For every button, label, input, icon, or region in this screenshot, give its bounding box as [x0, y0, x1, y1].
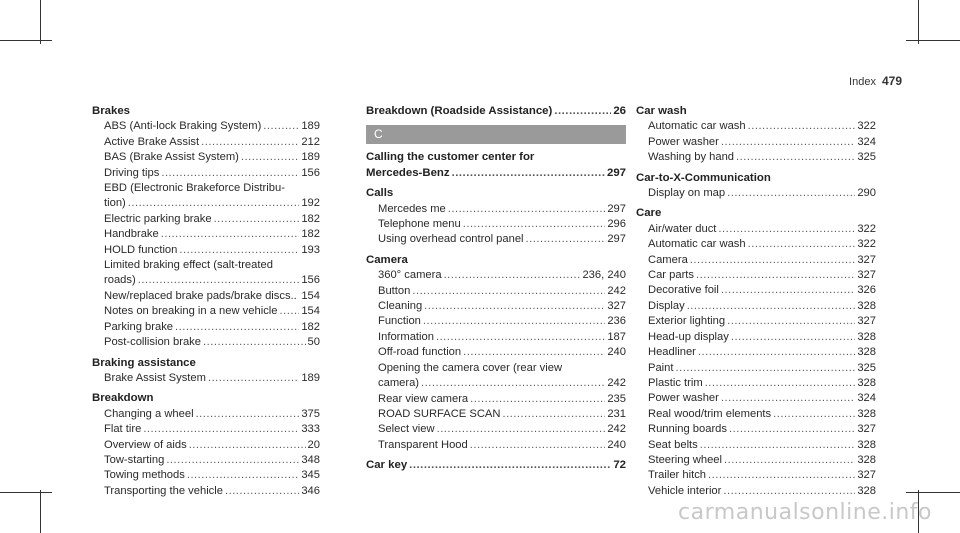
- index-entry[interactable]: [92, 166, 320, 181]
- entry-text: New/replaced brake pads/brake discs..: [104, 289, 297, 302]
- entry-text: Washing by hand: [648, 151, 735, 164]
- index-entry[interactable]: [636, 268, 876, 283]
- dot-leader: [727, 314, 855, 329]
- entry-text: Rear view camera: [378, 392, 469, 405]
- dot-leader: [463, 345, 605, 360]
- page-reference[interactable]: 236, 240: [582, 269, 626, 282]
- entry-text: Display: [648, 299, 685, 312]
- entry-text: Running boards: [648, 423, 727, 436]
- dot-leader: [687, 299, 856, 314]
- page-reference[interactable]: 189: [301, 371, 320, 384]
- entry-text: Calls: [366, 187, 394, 200]
- page-reference[interactable]: 156: [301, 166, 320, 179]
- dot-leader: [705, 376, 856, 391]
- dot-leader: [721, 135, 855, 150]
- index-entry[interactable]: [636, 361, 876, 376]
- dot-leader: [470, 392, 605, 407]
- crop-mark-top-left-h: [0, 40, 52, 41]
- page-reference[interactable]: 154: [301, 289, 320, 302]
- page-reference[interactable]: 327: [607, 300, 626, 313]
- index-entry[interactable]: [92, 150, 320, 165]
- entry-text: Steering wheel: [648, 453, 723, 466]
- page-reference[interactable]: 324: [857, 135, 876, 148]
- entry-text: Active Brake Assist: [104, 135, 200, 148]
- index-entry[interactable]: [92, 468, 320, 483]
- dot-leader: [437, 422, 606, 437]
- index-entry[interactable]: [636, 253, 876, 268]
- entry-text: Button: [378, 284, 411, 297]
- entry-text: camera): [378, 377, 420, 390]
- dot-leader: [409, 458, 611, 473]
- entry-text: Breakdown: [92, 392, 154, 405]
- page-reference[interactable]: 240: [607, 438, 626, 451]
- index-entry[interactable]: [92, 304, 320, 319]
- page-reference[interactable]: 189: [301, 120, 320, 133]
- entry-text: Transparent Hood: [378, 438, 468, 451]
- entry-text: Power washer: [648, 392, 719, 405]
- dot-leader: [452, 166, 605, 181]
- page-reference[interactable]: 326: [857, 284, 876, 297]
- index-entry[interactable]: [92, 320, 320, 335]
- dot-leader: [241, 150, 299, 165]
- dot-leader: [424, 299, 605, 314]
- entry-text: BAS (Brake Assist System): [104, 151, 239, 164]
- index-entry[interactable]: [366, 232, 626, 247]
- index-entry[interactable]: [92, 371, 320, 386]
- index-entry[interactable]: [636, 222, 876, 237]
- index-heading: [366, 150, 626, 165]
- index-entry[interactable]: [366, 217, 626, 232]
- entry-text: Car wash: [636, 105, 687, 117]
- dot-leader: [721, 283, 855, 298]
- crop-mark-top-right-h: [906, 40, 960, 41]
- index-entry[interactable]: [92, 484, 320, 499]
- dot-leader: [189, 438, 306, 453]
- page-reference[interactable]: 242: [607, 377, 626, 390]
- page-reference[interactable]: 231: [607, 407, 626, 420]
- entry-text: roads): [104, 274, 136, 287]
- entry-text: Using overhead control panel: [378, 233, 524, 246]
- entry-text: Plastic trim: [648, 376, 703, 389]
- index-entry[interactable]: [92, 119, 320, 134]
- entry-text: Handbrake: [104, 228, 159, 241]
- index-heading: [92, 356, 320, 371]
- index-entry[interactable]: [366, 314, 626, 329]
- index-entry[interactable]: [636, 468, 876, 483]
- page-reference[interactable]: 235: [607, 392, 626, 405]
- entry-text: Brakes: [92, 105, 130, 117]
- index-entry[interactable]: [92, 453, 320, 468]
- index-entry[interactable]: [636, 453, 876, 468]
- index-entry-continued: [92, 181, 320, 196]
- index-entry[interactable]: [636, 283, 876, 298]
- entry-text: ABS (Anti-lock Braking System): [104, 120, 262, 133]
- index-entry[interactable]: [366, 299, 626, 314]
- page-reference[interactable]: 297: [607, 233, 626, 246]
- dot-leader: [718, 222, 855, 237]
- dot-leader: [773, 407, 855, 422]
- entry-text: Off-road function: [378, 346, 462, 359]
- entry-text: Flat tire: [104, 423, 142, 436]
- entry-text: Display on map: [648, 187, 726, 200]
- entry-text: EBD (Electronic Brakeforce Distribu-: [104, 182, 285, 195]
- index-column-3: [636, 104, 876, 499]
- index-entry[interactable]: [636, 330, 876, 345]
- crop-mark-top-left-v: [40, 0, 41, 44]
- page-reference[interactable]: 328: [857, 453, 876, 466]
- entry-text: Camera: [366, 253, 408, 266]
- page-reference[interactable]: 187: [607, 330, 626, 343]
- dot-leader: [748, 237, 856, 252]
- index-entry[interactable]: [636, 484, 876, 499]
- entry-text: Opening the camera cover (rear view: [378, 361, 563, 374]
- entry-text: Head-up display: [648, 330, 729, 343]
- index-entry[interactable]: [92, 289, 320, 304]
- entry-text: Parking brake: [104, 320, 174, 333]
- entry-text: Breakdown (Roadside Assistance): [366, 105, 553, 117]
- index-entry[interactable]: [92, 438, 320, 453]
- index-entry[interactable]: [366, 392, 626, 407]
- dot-leader: [128, 196, 300, 211]
- page-reference[interactable]: 328: [857, 346, 876, 359]
- index-entry[interactable]: [636, 391, 876, 406]
- entry-text: Towing methods: [104, 469, 185, 482]
- entry-text: ROAD SURFACE SCAN: [378, 407, 501, 420]
- dot-leader: [724, 453, 855, 468]
- page-reference[interactable]: 242: [607, 284, 626, 297]
- watermark: carmanualsonline.info: [678, 500, 932, 525]
- dot-leader: [676, 361, 856, 376]
- index-heading: [366, 253, 626, 268]
- crop-mark-bottom-right-h: [906, 492, 960, 493]
- index-entry[interactable]: [366, 407, 626, 422]
- index-entry[interactable]: [636, 150, 876, 165]
- entry-text: Car-to-X-Communication: [636, 171, 771, 184]
- index-heading: [92, 391, 320, 406]
- index-entry[interactable]: [636, 376, 876, 391]
- index-entry[interactable]: [636, 299, 876, 314]
- index-column-1: [92, 104, 320, 499]
- page-reference[interactable]: 325: [857, 361, 876, 374]
- dot-leader: [203, 335, 306, 350]
- dot-leader: [263, 119, 299, 134]
- dot-leader: [214, 212, 300, 227]
- dot-leader: [700, 438, 856, 453]
- entry-text: Changing a wheel: [104, 407, 194, 420]
- page-reference[interactable]: 328: [857, 376, 876, 389]
- entry-text: Limited braking effect (salt-treated: [104, 259, 273, 272]
- page-reference[interactable]: 72: [613, 459, 626, 472]
- dot-leader: [748, 119, 856, 134]
- index-heading: [366, 186, 626, 201]
- page-reference[interactable]: 328: [857, 484, 876, 497]
- dot-leader: [208, 371, 299, 386]
- page-reference[interactable]: 182: [301, 212, 320, 225]
- index-heading: [636, 206, 876, 221]
- entry-text: Exterior lighting: [648, 315, 726, 328]
- entry-text: Select view: [378, 423, 435, 436]
- page-number: 479: [881, 74, 902, 88]
- entry-text: Post-collision brake: [104, 336, 202, 349]
- entry-text: Real wood/trim elements: [648, 407, 772, 420]
- index-entry[interactable]: [636, 135, 876, 150]
- page-reference[interactable]: 346: [301, 484, 320, 497]
- page-reference[interactable]: 236: [607, 315, 626, 328]
- page-reference[interactable]: 327: [857, 253, 876, 266]
- index-entry[interactable]: [366, 202, 626, 217]
- dot-leader: [727, 186, 855, 201]
- page-reference[interactable]: 322: [857, 238, 876, 251]
- page-reference[interactable]: 345: [301, 469, 320, 482]
- dot-leader: [690, 253, 856, 268]
- index-entry[interactable]: [636, 345, 876, 360]
- entry-text: Driving tips: [104, 166, 160, 179]
- page-reference[interactable]: 26: [613, 105, 626, 117]
- page-reference[interactable]: 325: [857, 151, 876, 164]
- dot-leader: [470, 438, 606, 453]
- page-reference[interactable]: 50: [307, 336, 320, 349]
- entry-text: Mercedes me: [378, 202, 446, 215]
- page-reference[interactable]: 328: [857, 438, 876, 451]
- dot-leader: [225, 484, 299, 499]
- page-reference[interactable]: 297: [606, 166, 626, 179]
- section-letter-bar: C: [366, 125, 626, 144]
- dot-leader: [179, 243, 299, 258]
- crop-mark-bottom-left-h: [0, 492, 52, 493]
- crop-mark-top-right-v: [918, 0, 919, 44]
- entry-text: HOLD function: [104, 243, 178, 256]
- entry-text: tion): [104, 197, 126, 210]
- page-reference[interactable]: 328: [857, 299, 876, 312]
- index-entry-continued: [366, 361, 626, 376]
- entry-text: Seat belts: [648, 438, 698, 451]
- index-entry[interactable]: [366, 438, 626, 453]
- index-entry[interactable]: [366, 422, 626, 437]
- dot-leader: [698, 345, 855, 360]
- dot-leader: [280, 304, 300, 319]
- page-reference[interactable]: 324: [857, 392, 876, 405]
- dot-leader: [138, 273, 300, 288]
- dot-leader: [736, 150, 855, 165]
- index-entry[interactable]: [92, 273, 320, 288]
- page-reference[interactable]: 328: [857, 407, 876, 420]
- page-reference[interactable]: 20: [307, 438, 320, 451]
- dot-leader: [421, 376, 605, 391]
- dot-leader: [187, 468, 299, 483]
- dot-leader: [731, 330, 855, 345]
- index-entry[interactable]: [636, 407, 876, 422]
- entry-text: Braking assistance: [92, 356, 196, 369]
- entry-text: Automatic car wash: [648, 120, 746, 133]
- dot-leader: [161, 227, 300, 242]
- entry-text: Electric parking brake: [104, 212, 212, 225]
- entry-text: Trailer hitch: [648, 469, 707, 482]
- page-reference[interactable]: 156: [301, 274, 320, 287]
- dot-leader: [448, 202, 606, 217]
- page-reference[interactable]: 240: [607, 346, 626, 359]
- entry-text: Automatic car wash: [648, 238, 746, 251]
- index-entry[interactable]: [366, 330, 626, 345]
- page-reference[interactable]: 212: [301, 135, 320, 148]
- index-entry[interactable]: [366, 345, 626, 360]
- index-entry[interactable]: [92, 422, 320, 437]
- entry-text: Cleaning: [378, 300, 423, 313]
- page-reference[interactable]: 182: [301, 228, 320, 241]
- page-reference[interactable]: 328: [857, 330, 876, 343]
- entry-text: Information: [378, 330, 434, 343]
- page-reference[interactable]: 375: [301, 407, 320, 420]
- entry-text: Decorative foil: [648, 284, 719, 297]
- page-reference[interactable]: 333: [301, 423, 320, 436]
- index-heading-entry[interactable]: [366, 166, 626, 181]
- page-reference[interactable]: 296: [607, 218, 626, 231]
- entry-text: Notes on breaking in a new vehicle: [104, 305, 278, 318]
- page-reference[interactable]: 327: [857, 315, 876, 328]
- index-entry[interactable]: [92, 135, 320, 150]
- index-entry[interactable]: [636, 237, 876, 252]
- index-entry[interactable]: [636, 119, 876, 134]
- page-reference[interactable]: 192: [301, 197, 320, 210]
- index-entry[interactable]: [366, 284, 626, 299]
- dot-leader: [708, 468, 855, 483]
- index-heading: [92, 104, 320, 119]
- page-reference[interactable]: 322: [857, 120, 876, 133]
- dot-leader: [436, 330, 605, 345]
- entry-text: Transporting the vehicle: [104, 484, 223, 497]
- page-reference[interactable]: 327: [857, 469, 876, 482]
- page-reference[interactable]: 297: [607, 202, 626, 215]
- index-entry[interactable]: [92, 227, 320, 242]
- entry-text: Camera: [648, 253, 688, 266]
- page-reference[interactable]: 154: [301, 305, 320, 318]
- entry-text: Mercedes-Benz: [366, 166, 450, 179]
- dot-leader: [166, 453, 299, 468]
- index-entry[interactable]: [636, 314, 876, 329]
- index-entry[interactable]: [92, 196, 320, 211]
- page-reference[interactable]: 348: [301, 453, 320, 466]
- entry-text: Vehicle interior: [648, 484, 722, 497]
- entry-text: Calling the customer center for: [366, 151, 535, 164]
- dot-leader: [526, 232, 606, 247]
- entry-text: Paint: [648, 361, 674, 374]
- dot-leader: [721, 391, 855, 406]
- dot-leader: [554, 104, 611, 119]
- dot-leader: [175, 320, 299, 335]
- page-reference[interactable]: 242: [607, 423, 626, 436]
- dot-leader: [696, 268, 855, 283]
- dot-leader: [423, 314, 605, 329]
- dot-leader: [161, 166, 299, 181]
- entry-text: Power washer: [648, 135, 719, 148]
- index-heading-entry[interactable]: [366, 104, 626, 119]
- page-reference[interactable]: 189: [301, 151, 320, 164]
- dot-leader: [196, 407, 300, 422]
- dot-leader: [412, 284, 605, 299]
- page-reference[interactable]: 182: [301, 320, 320, 333]
- page-reference[interactable]: 327: [857, 423, 876, 436]
- dot-leader: [463, 217, 606, 232]
- index-entry[interactable]: [92, 407, 320, 422]
- entry-text: Care: [636, 207, 662, 220]
- dot-leader: [201, 135, 299, 150]
- entry-text: 360° camera: [378, 269, 442, 282]
- dot-leader: [143, 422, 299, 437]
- index-entry[interactable]: [92, 212, 320, 227]
- crop-mark-bottom-left-v: [40, 490, 41, 533]
- dot-leader: [444, 268, 581, 283]
- index-entry[interactable]: [92, 243, 320, 258]
- page-reference[interactable]: 322: [857, 222, 876, 235]
- page-header: [849, 74, 902, 88]
- index-entry[interactable]: [636, 422, 876, 437]
- entry-text: Telephone menu: [378, 218, 461, 231]
- entry-text: Car key: [366, 459, 408, 472]
- index-entry[interactable]: [636, 438, 876, 453]
- index-entry-continued: [92, 258, 320, 273]
- page-reference[interactable]: 193: [301, 243, 320, 256]
- entry-text: Function: [378, 315, 421, 328]
- index-entry[interactable]: [92, 335, 320, 350]
- index-heading-entry[interactable]: [366, 458, 626, 473]
- index-entry[interactable]: [366, 376, 626, 391]
- entry-text: Overview of aids: [104, 438, 187, 451]
- page-reference[interactable]: 290: [857, 187, 876, 200]
- index-entry[interactable]: [636, 186, 876, 201]
- entry-text: Tow-starting: [104, 453, 165, 466]
- entry-text: Air/water duct: [648, 222, 717, 235]
- entry-text: Headliner: [648, 346, 696, 359]
- index-heading: [636, 171, 876, 186]
- dot-leader: [502, 407, 605, 422]
- index-heading: [636, 104, 876, 119]
- entry-text: Car parts: [648, 269, 695, 282]
- index-entry[interactable]: [366, 268, 626, 283]
- entry-text: Brake Assist System: [104, 371, 206, 384]
- page-reference[interactable]: 327: [857, 269, 876, 282]
- index-column-2: [366, 104, 626, 474]
- header-label: Index: [849, 76, 876, 88]
- dot-leader: [723, 484, 855, 499]
- dot-leader: [729, 422, 855, 437]
